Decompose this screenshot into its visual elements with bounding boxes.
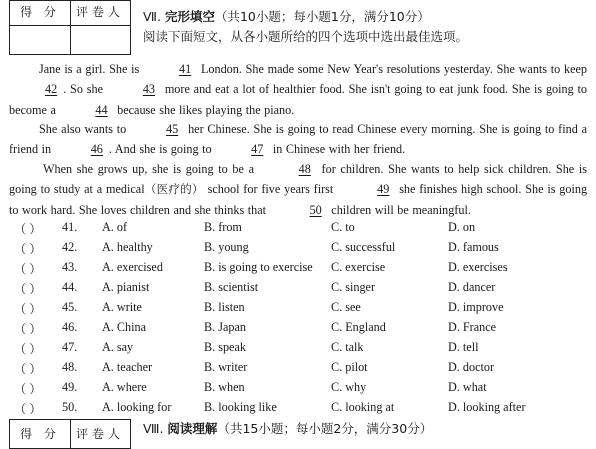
- option-c: C. why: [331, 380, 367, 394]
- option-b: B. looking like: [204, 400, 277, 414]
- question-row: [9, 340, 589, 360]
- option-b: B. listen: [204, 300, 245, 314]
- blank-42: 42: [45, 82, 58, 97]
- section-7-detail: （共10小题；每小题1分，满分10分）: [214, 9, 430, 24]
- option-c: C. see: [331, 300, 361, 314]
- question-row: [9, 400, 589, 420]
- question-number: 50.: [62, 400, 78, 414]
- section-7-instruction: 阅读下面短文，从各小题所给的四个选项中选出最佳选项。: [143, 29, 469, 44]
- section-7-numeral: Ⅶ.: [143, 9, 161, 24]
- answer-bracket[interactable]: （ ）: [14, 282, 42, 296]
- score-box: [9, 0, 131, 55]
- option-c: C. singer: [331, 280, 376, 294]
- blank-41: 41: [179, 62, 192, 76]
- option-a: A. pianist: [102, 280, 150, 294]
- score-box-section-8: [9, 419, 131, 449]
- option-a: A. exercised: [102, 260, 163, 274]
- answer-bracket[interactable]: （ ）: [14, 342, 42, 356]
- option-c: C. to: [331, 220, 355, 234]
- option-b: B. writer: [204, 360, 248, 374]
- option-d: D. tell: [448, 340, 479, 354]
- text: she finishes high school. She is going to work hard. She loves children and she thinks that: [9, 182, 588, 217]
- text: . And she is going to: [108, 142, 212, 157]
- option-b: B. scientist: [204, 280, 259, 294]
- option-c: C. talk: [331, 340, 364, 354]
- text: . So she: [63, 82, 103, 97]
- option-b: B. speak: [204, 340, 246, 354]
- section-7-title: [143, 7, 430, 25]
- grader-label: 评卷人: [75, 427, 124, 441]
- question-number: 41.: [62, 220, 78, 234]
- option-d: D. France: [448, 320, 497, 334]
- option-d: D. on: [448, 220, 476, 234]
- question-row: [9, 220, 589, 240]
- question-row: [9, 280, 589, 300]
- question-number: 43.: [62, 260, 78, 274]
- option-c: C. exercise: [331, 260, 386, 274]
- blank-46: 46: [90, 142, 103, 157]
- answer-bracket[interactable]: （ ）: [14, 322, 42, 336]
- question-number: 44.: [62, 280, 78, 294]
- blank-44: 44: [95, 102, 108, 117]
- option-a: A. write: [102, 300, 142, 314]
- option-a: A. looking for: [102, 400, 172, 414]
- text: When she grows up, she is going to be a: [43, 162, 254, 176]
- question-row: [9, 300, 589, 320]
- text: Jane is a girl. She is: [39, 62, 140, 76]
- text: more and eat a lot of healthier food. She isn't going to eat junk food. She is going to become a: [9, 82, 588, 117]
- question-number: 48.: [62, 360, 78, 374]
- blank-43: 43: [142, 82, 155, 97]
- option-a: A. China: [102, 320, 147, 334]
- section-7-name: 完形填空: [164, 9, 215, 24]
- question-row: [9, 380, 589, 400]
- option-d: D. doctor: [448, 360, 495, 374]
- option-b: B. Japan: [204, 320, 246, 334]
- text: children will be meaningful.: [331, 202, 471, 217]
- answer-bracket[interactable]: （ ）: [14, 262, 42, 276]
- chinese-gloss: （医疗的）: [144, 182, 204, 197]
- score-box-row-divider: [10, 25, 130, 26]
- passage-paragraph-2: [9, 119, 587, 160]
- question-number: 42.: [62, 240, 78, 254]
- answer-bracket[interactable]: （ ）: [14, 302, 42, 316]
- score-label: 得 分: [20, 427, 60, 441]
- option-a: A. of: [102, 220, 128, 234]
- passage-paragraph-3: [9, 159, 587, 220]
- score-label: 得 分: [20, 5, 60, 19]
- text: London. She made some New Year's resolutions yesterday. She wants to keep: [200, 62, 588, 76]
- option-d: D. improve: [448, 300, 504, 314]
- blank-48: 48: [298, 162, 311, 176]
- text: because she likes playing the piano.: [117, 102, 295, 117]
- option-d: D. exercises: [448, 260, 508, 274]
- option-b: B. young: [204, 240, 249, 254]
- question-row: [9, 320, 589, 340]
- text: for children. She wants to help sick children. She is going to study at a medical: [9, 162, 588, 197]
- option-b: B. when: [204, 380, 245, 394]
- section-8-numeral: Ⅷ.: [143, 421, 164, 436]
- text: her Chinese. She is going to read Chinese every morning. She is going to find a friend in: [9, 122, 588, 157]
- question-number: 45.: [62, 300, 78, 314]
- passage-paragraph-1: [9, 59, 587, 120]
- option-b: B. from: [204, 220, 242, 234]
- option-a: A. healthy: [102, 240, 153, 254]
- option-c: C. looking at: [331, 400, 395, 414]
- answer-bracket[interactable]: （ ）: [14, 402, 42, 416]
- option-c: C. successful: [331, 240, 396, 254]
- blank-49: 49: [377, 182, 390, 197]
- answer-bracket[interactable]: （ ）: [14, 362, 42, 376]
- section-8-name: 阅读理解: [167, 421, 218, 436]
- question-number: 49.: [62, 380, 78, 394]
- blank-45: 45: [166, 122, 179, 136]
- text: school for five years first: [207, 182, 334, 197]
- question-row: [9, 240, 589, 260]
- blank-47: 47: [251, 142, 264, 157]
- text: in Chinese with her friend.: [272, 142, 406, 157]
- option-d: D. famous: [448, 240, 499, 254]
- answer-bracket[interactable]: （ ）: [14, 382, 42, 396]
- answer-bracket[interactable]: （ ）: [14, 222, 42, 236]
- answer-bracket[interactable]: （ ）: [14, 242, 42, 256]
- option-d: D. dancer: [448, 280, 496, 294]
- section-8-title: [143, 419, 432, 437]
- blank-50: 50: [309, 202, 322, 217]
- question-row: [9, 360, 589, 380]
- option-a: A. say: [102, 340, 134, 354]
- option-b: B. is going to exercise: [204, 260, 313, 274]
- option-d: D. looking after: [448, 400, 526, 414]
- question-number: 46.: [62, 320, 78, 334]
- question-number: 47.: [62, 340, 78, 354]
- section-8-detail: （共15小题；每小题2分，满分30分）: [217, 421, 433, 436]
- option-a: A. where: [102, 380, 147, 394]
- question-row: [9, 260, 589, 280]
- option-d: D. what: [448, 380, 487, 394]
- text: She also wants to: [39, 122, 127, 136]
- option-c: C. England: [331, 320, 386, 334]
- grader-label: 评卷人: [75, 5, 124, 19]
- option-c: C. pilot: [331, 360, 368, 374]
- option-a: A. teacher: [102, 360, 153, 374]
